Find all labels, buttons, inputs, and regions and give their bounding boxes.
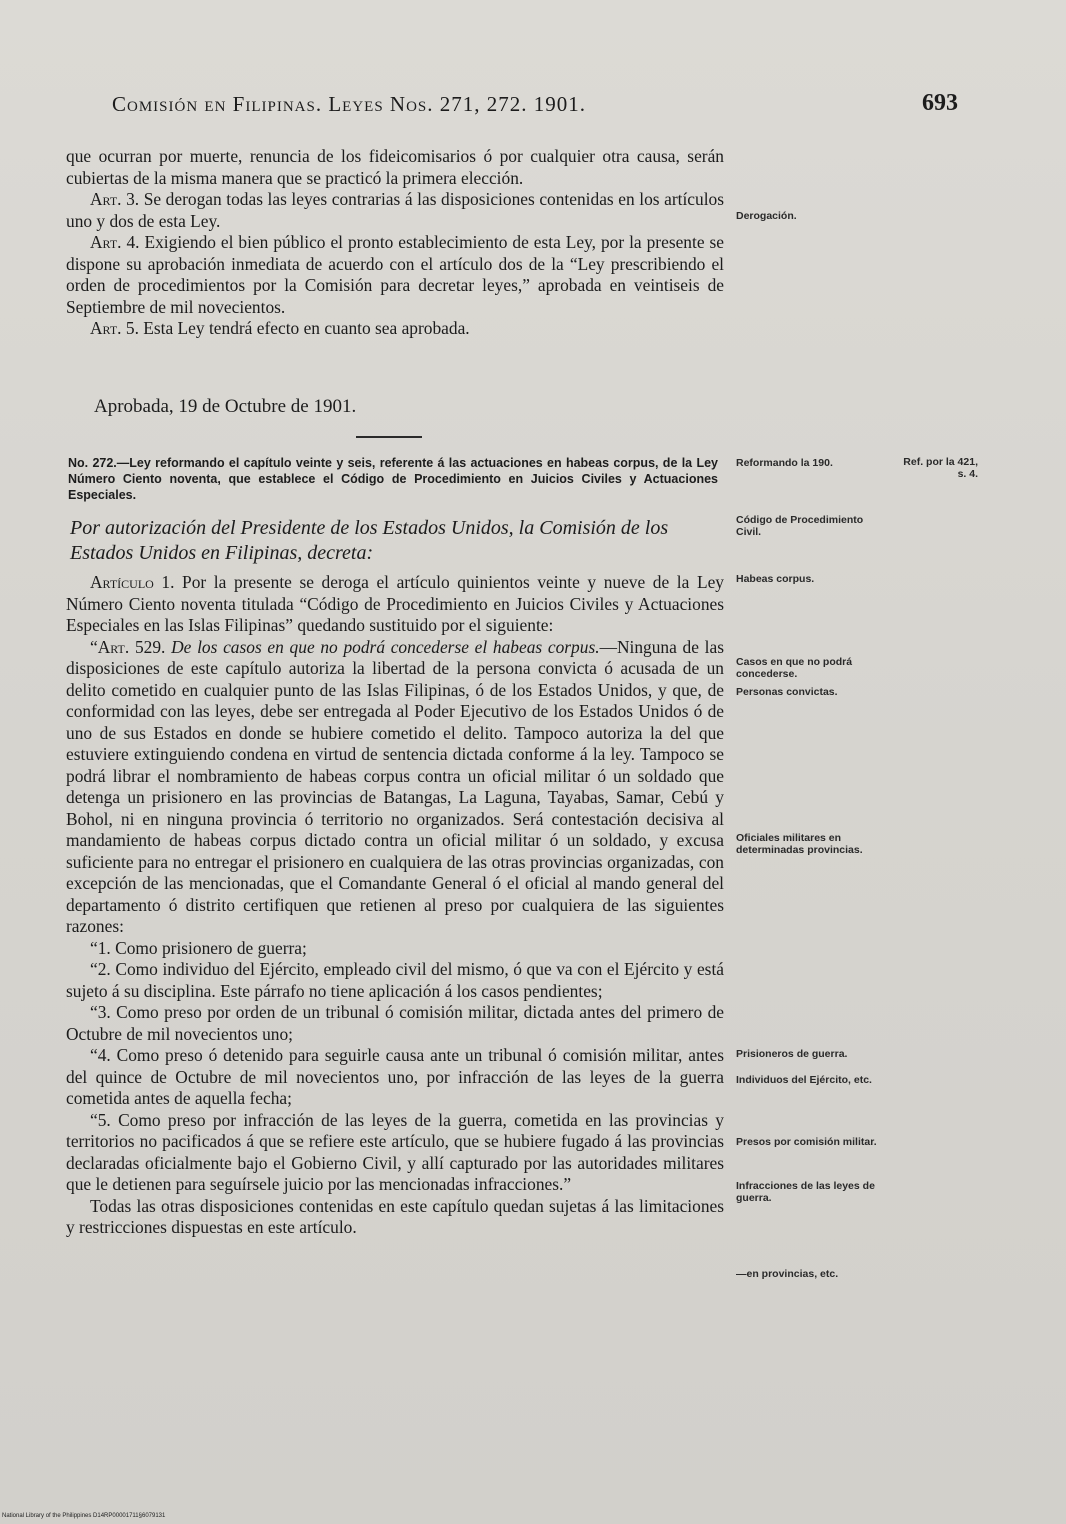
article-text: Por la presente se deroga el artículo quinientos veinte y nueve de la Ley Número Ciento noventa titulada “Código de Procedimiento en Juicios Civiles y Actuaciones Especiales en las Islas Filipinas” quedando sustituido por el siguiente:	[66, 572, 724, 635]
margin-note-personas: Personas convictas.	[736, 686, 838, 698]
running-head: Comisión en Filipinas. Leyes Nos. 271, 272. 1901.	[112, 92, 587, 116]
margin-note-codigo: Código de Procedimiento Civil.	[736, 514, 864, 538]
article-text: —Ninguna de las disposiciones de este capítulo autoriza la libertad de la persona convicta ó acusada de un delito cometido en cualquier punto de las Islas Filipinas, ó de los Estados Unidos, y que, de conformidad con las leyes, debe ser entregada al Poder Ejecutivo de los Estados Unidos ó de uno de sus Estados en donde se hubiere cometido el delito. Tampoco autoriza la del que estuviere extinguiendo condena en virtud de sentencia dictada conforme á la ley. Tampoco se podrá librar el nombramiento de habeas corpus contra un oficial militar ó un soldado que detenga un prisionero en las provincias de Batangas, La Laguna, Tayabas, Samar, Cebú y Bohol, ni en ninguna provincia ó territorio no organizados. Será contestación decisiva al mandamiento de habeas corpus dictado contra un oficial militar ó un soldado, y excusa suficiente para no entregar el prisionero en cualquiera de las otras provincias organizadas, con excepción de las mencionadas, que el Comandante General ó el oficial al mando general del departamento ó distrito certifiquen que retienen al preso por cualquiera de las siguientes razones:	[66, 636, 724, 936]
margin-note-individuos: Individuos del Ejército, etc.	[736, 1074, 872, 1086]
article-5	[66, 318, 724, 340]
article-heading: De los casos en que no podrá concederse el habeas corpus.	[165, 636, 600, 657]
paragraph-continuation: que ocurran por muerte, renuncia de los fideicomisarios ó por cualquier otra causa, serán cubiertas de la misma manera que se practicó la primera elección.	[66, 146, 724, 188]
article-529	[66, 637, 724, 938]
article-4	[66, 232, 724, 318]
previous-law-text	[66, 146, 724, 340]
article-label: Art. 5.	[90, 318, 139, 338]
article-text: Exigiendo el bien público el pronto establecimiento de esta Ley, por la presente se dispone su aprobación inmediata de acuerdo con el artículo dos de la “Ley prescribiendo el orden de procedimientos por la Comisión para decretar leyes,” aprobada en veintiseis de Septiembre de mil novecientos.	[66, 232, 724, 317]
margin-note-infracciones: Infracciones de las leyes de guerra.	[736, 1180, 875, 1204]
article-1	[66, 572, 724, 637]
margin-note-habeas: Habeas corpus.	[736, 573, 815, 585]
section-divider	[356, 436, 422, 438]
margin-note-provincias: —en provincias, etc.	[736, 1268, 839, 1280]
margin-note-oficiales: Oficiales militares en determinadas provincias.	[736, 832, 863, 856]
margin-note-presos: Presos por comisión militar.	[736, 1136, 877, 1148]
list-item-5: “5. Como preso por infracción de las leyes de la guerra, cometida en las provincias y territorios no pacificados á que se refiere este artículo, que se hubiere fugado á las provincias declaradas oficialmente bajo el Gobierno Civil, y allí capturado por las autoridades militares que le detienen para seguírsele juicio por las mencionadas infracciones.”	[66, 1109, 724, 1194]
margin-note-ref: Ref. por la 421, s. 4.	[903, 456, 978, 480]
article-label: Art. 4.	[90, 232, 140, 252]
article-3	[66, 189, 724, 232]
article-text: Esta Ley tendrá efecto en cuanto sea aprobada.	[138, 318, 470, 338]
article-text: Se derogan todas las leyes contrarias á las disposiciones contenidas en los artículos uno y dos de esta Ley.	[66, 189, 724, 231]
enacting-clause: Por autorización del Presidente de los Estados Unidos, la Comisión de los Estados Unidos en Filipinas, decreta:	[70, 517, 669, 564]
law-title: No. 272.—Ley reformando el capítulo veinte y seis, referente á las actuaciones en habeas corpus, de la Ley Número Ciento noventa, que establece el Código de Procedimiento en Juicios Civiles y Actuaciones Especiales.	[68, 456, 718, 502]
closing-paragraph: Todas las otras disposiciones contenidas en este capítulo quedan sujetas á las limitaciones y restricciones dispuestas en este artículo.	[66, 1195, 724, 1237]
article-label: Artículo 1.	[90, 572, 175, 592]
law-272-body	[66, 572, 724, 1239]
article-label: “Art. 529.	[90, 636, 166, 657]
page-number: 693	[922, 90, 958, 116]
article-label: Art. 3.	[90, 189, 140, 209]
approval-date: Aprobada, 19 de Octubre de 1901.	[94, 396, 357, 417]
margin-note-casos: Casos en que no podrá concederse.	[736, 656, 853, 680]
list-item-1: “1. Como prisionero de guerra;	[90, 937, 307, 958]
list-item-2: “2. Como individuo del Ejército, empleado civil del mismo, ó que va con el Ejército y está sujeto á su disciplina. Este párrafo no tiene aplicación á los casos pendientes;	[66, 959, 724, 1001]
scan-footer: National Library of the Philippines D14RP00001711§6079131	[2, 1513, 166, 1519]
margin-note-reformando: Reformando la 190.	[736, 457, 833, 469]
margin-note-prisioneros: Prisioneros de guerra.	[736, 1048, 848, 1060]
list-item-3: “3. Como preso por orden de un tribunal ó comisión militar, dictada antes del primero de Octubre de mil novecientos uno;	[66, 1002, 724, 1044]
margin-note-derogacion: Derogación.	[736, 210, 797, 222]
list-item-4: “4. Como preso ó detenido para seguirle causa ante un tribunal ó comisión militar, antes del quince de Octubre de mil novecientos uno, por infracción de las leyes de la guerra cometida antes de aquella fecha;	[66, 1045, 724, 1108]
